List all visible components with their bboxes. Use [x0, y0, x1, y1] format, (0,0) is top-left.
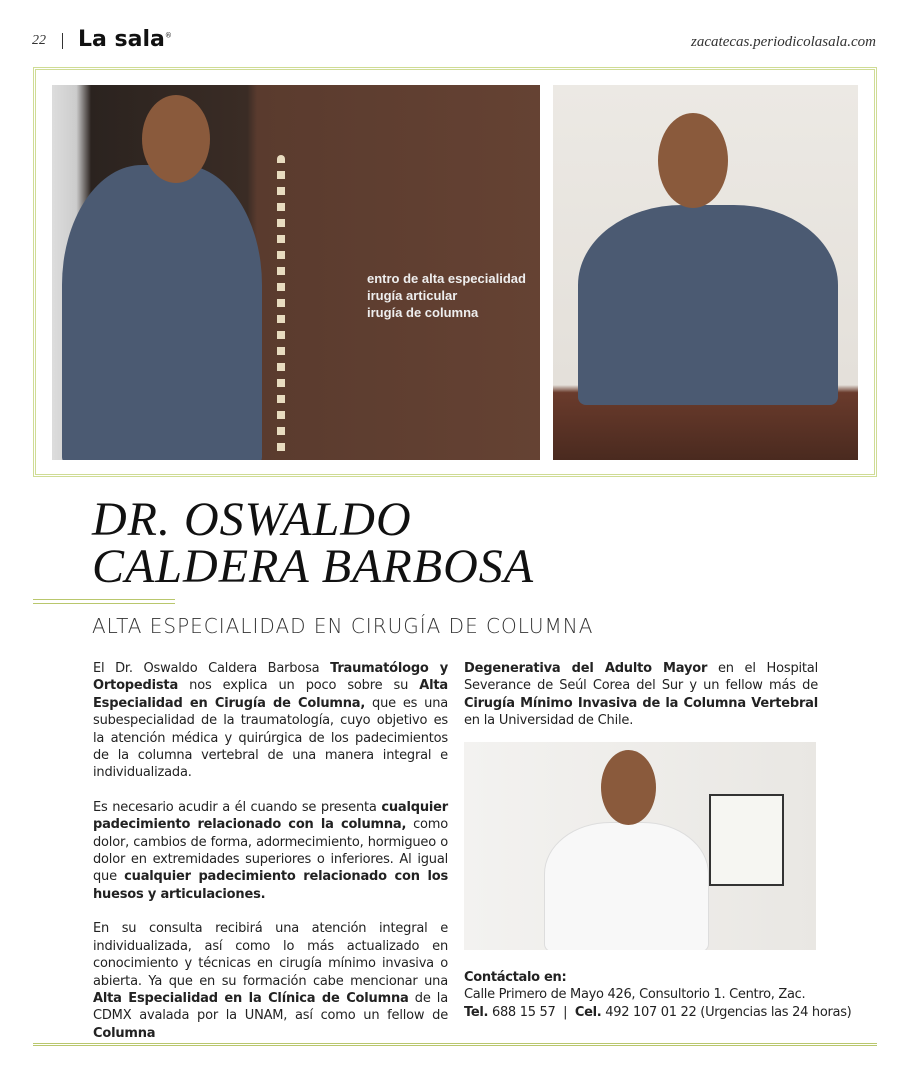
- tel-label: Tel.: [464, 1004, 489, 1020]
- bold-text: Alta Especialidad en la Clínica de Columna: [93, 990, 409, 1006]
- title-line: CALDERA BARBOSA: [92, 540, 535, 593]
- article-subtitle: ALTA ESPECIALIDAD EN CIRUGÍA DE COLUMNA: [92, 614, 594, 638]
- text: nos explica un poco sobre su: [178, 678, 420, 694]
- text: en el Hospital Severance de Seúl Corea del Sur y un fellow más de: [464, 661, 818, 694]
- photo-doctor-white-coat: [464, 742, 816, 950]
- paragraph: [93, 920, 448, 1042]
- site-url: zacatecas.periodicolasala.com: [691, 34, 876, 50]
- tel-number: 688 15 57 |: [488, 1004, 575, 1020]
- sign-line: irugía articular: [367, 288, 458, 303]
- logo-text: La sala: [78, 27, 165, 52]
- paragraph: [464, 660, 818, 730]
- cel-label: Cel.: [574, 1004, 602, 1020]
- bold-text: cualquier padecimiento relacionado con los huesos y articulaciones.: [93, 869, 448, 902]
- header-divider: [62, 33, 63, 49]
- logo: La sala®: [78, 27, 172, 52]
- text: como dolor, cambios de forma, adormecimiento, hormigueo o dolor en extremidades superiores o inferiores. Al igual que: [93, 817, 449, 885]
- accent-line: [33, 603, 175, 604]
- text: que es una subespecialidad de la traumatología, cuyo objetivo es la atención médica y quirúrgica de los padecimientos de la columna vertebral de una manera integral e individualizada.: [93, 695, 448, 781]
- text: de la CDMX avalada por la UNAM, así como un fellow de: [93, 990, 448, 1024]
- bold-text: Alta Especialidad en Cirugía de Columna,: [93, 678, 448, 711]
- contact-info: [464, 969, 852, 1021]
- body-column-2: [464, 660, 818, 747]
- contact-heading: Contáctalo en:: [464, 970, 567, 985]
- bold-text: Columna: [93, 1025, 156, 1041]
- bold-text: Cirugía Mínimo Invasiva de la Columna Vertebral: [464, 695, 818, 711]
- paragraph: [93, 660, 448, 782]
- photo-doctor-standing: [52, 85, 540, 460]
- body-column-1: [93, 660, 448, 1059]
- sign-line: irugía de columna: [367, 305, 479, 320]
- page-number: 22: [32, 33, 46, 48]
- text: en la Universidad de Chile.: [464, 713, 634, 729]
- accent-line: [33, 599, 175, 600]
- text: El Dr. Oswaldo Caldera Barbosa: [93, 661, 331, 676]
- clinic-sign: [367, 270, 526, 321]
- bold-text: cualquier padecimiento relacionado con la columna,: [93, 799, 448, 833]
- text: Es necesario acudir a él cuando se presenta: [93, 799, 382, 815]
- photo-doctor-desk: [553, 85, 858, 460]
- sign-line: entro de alta especialidad: [367, 271, 526, 286]
- title-line: DR. OSWALDO: [92, 493, 412, 546]
- paragraph: [93, 799, 448, 903]
- article-title: [92, 493, 535, 593]
- spine-decoration: [277, 155, 285, 455]
- bold-text: Degenerativa del Adulto Mayor: [464, 661, 708, 676]
- bottom-rule: [33, 1043, 877, 1046]
- cel-number: 492 107 01 22 (Urgencias las 24 horas): [601, 1004, 852, 1020]
- text: En su consulta recibirá una atención integral e individualizada, así como lo más actualizado en conocimiento y técnicas en cirugía mínimo invasiva o abierta. Ya que en su formación cabe mencionar una: [93, 921, 448, 989]
- contact-address: Calle Primero de Mayo 426, Consultorio 1. Centro, Zac.: [464, 987, 806, 1003]
- bold-text: Traumatólogo y Ortopedista: [93, 661, 448, 694]
